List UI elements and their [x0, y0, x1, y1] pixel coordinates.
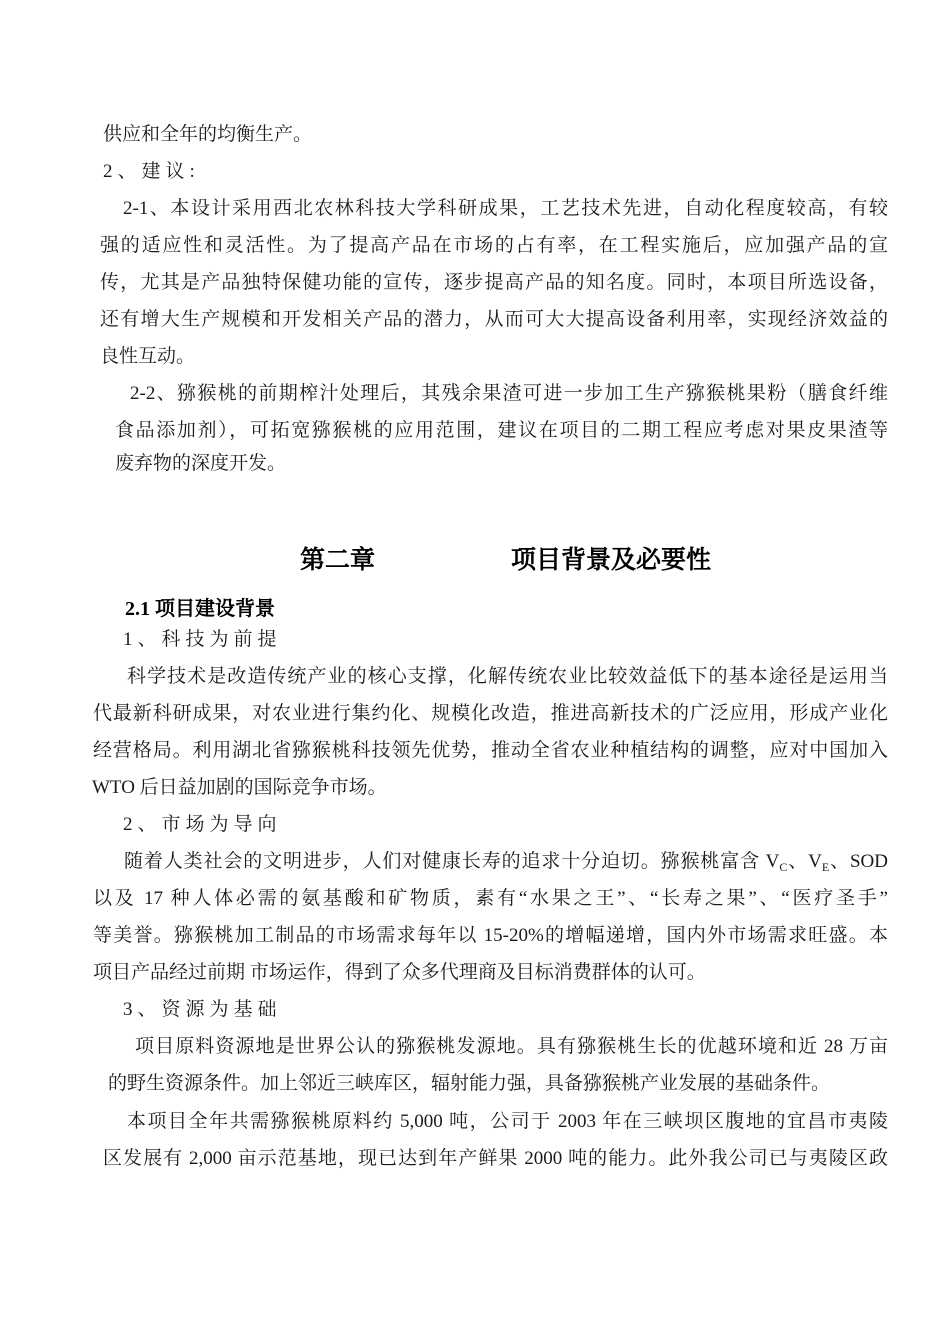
chapter-title: 项目背景及必要性	[511, 547, 712, 574]
body-line: 代最新科研成果，对农业进行集约化、规模化改造，推进高新技术的广泛应用，形成产业化	[93, 703, 888, 724]
vitamin-c-subscript: C	[779, 860, 788, 874]
body-line: 传，尤其是产品独特保健功能的宣传，逐步提高产品的知名度。同时，本项目所选设备，	[100, 272, 888, 293]
body-line: 强的适应性和灵活性。为了提高产品在市场的占有率，在工程实施后，应加强产品的宣	[100, 235, 888, 256]
body-line: 项目原料资源地是世界公认的猕猴桃发源地。具有猕猴桃生长的优越环境和近 28 万亩	[135, 1036, 888, 1057]
body-line: WTO 后日益加剧的国际竞争市场。	[92, 777, 387, 798]
body-line-with-subscripts	[124, 848, 888, 876]
section-heading: 2.1 项目建设背景	[125, 598, 275, 620]
vitamin-e-subscript: E	[821, 860, 830, 874]
body-line: 2-2、猕猴桃的前期榨汁处理后，其残余果渣可进一步加工生产猕猴桃果粉（膳食纤维	[130, 383, 888, 404]
body-text-segment: 、V	[787, 851, 822, 872]
body-line: 食品添加剂），可拓宽猕猴桃的应用范围，建议在项目的二期工程应考虑对果皮果渣等	[115, 420, 888, 441]
body-line: 经营格局。利用湖北省猕猴桃科技领先优势，推动全省农业种植结构的调整，应对中国加入	[93, 740, 888, 761]
chapter-number: 第二章	[300, 547, 376, 574]
subheading-technology: 1、科技为前提	[123, 629, 282, 650]
body-line: 供应和全年的均衡生产。	[103, 124, 313, 145]
body-line: 废弃物的深度开发。	[115, 453, 287, 474]
body-line: 还有增大生产规模和开发相关产品的潜力，从而可大大提高设备利用率，实现经济效益的	[100, 309, 888, 330]
body-line: 的野生资源条件。加上邻近三峡库区，辐射能力强，具备猕猴桃产业发展的基础条件。	[108, 1073, 831, 1094]
subheading-resources: 3、资源为基础	[123, 999, 282, 1020]
body-line: 本项目全年共需猕猴桃原料约 5,000 吨，公司于 2003 年在三峡坝区腹地的宜昌市夷陵	[127, 1111, 888, 1132]
body-line: 良性互动。	[100, 346, 196, 367]
body-text-segment: 随着人类社会的文明进步，人们对健康长寿的追求十分迫切。猕猴桃富含 V	[124, 851, 780, 872]
body-line: 等美誉。猕猴桃加工制品的市场需求每年以 15-20%的增幅递增，国内外市场需求旺盛。本	[93, 925, 888, 946]
body-line: 区发展有 2,000 亩示范基地，现已达到年产鲜果 2000 吨的能力。此外我公司已与夷陵区政	[103, 1148, 888, 1169]
list-heading-suggestions: 2、建议:	[103, 161, 200, 182]
body-line: 以及 17 种人体必需的氨基酸和矿物质，素有“水果之王”、“长寿之果”、“医疗圣手”	[93, 888, 888, 909]
body-line: 2-1、本设计采用西北农林科技大学科研成果，工艺技术先进，自动化程度较高，有较	[123, 198, 888, 219]
body-text-segment: 、SOD	[829, 851, 888, 872]
body-line: 项目产品经过前期 市场运作，得到了众多代理商及目标消费群体的认可。	[93, 962, 706, 983]
chapter-heading	[275, 512, 711, 604]
subheading-market: 2、市场为导向	[123, 814, 282, 835]
body-line: 科学技术是改造传统产业的核心支撑，化解传统农业比较效益低下的基本途径是运用当	[127, 666, 888, 687]
